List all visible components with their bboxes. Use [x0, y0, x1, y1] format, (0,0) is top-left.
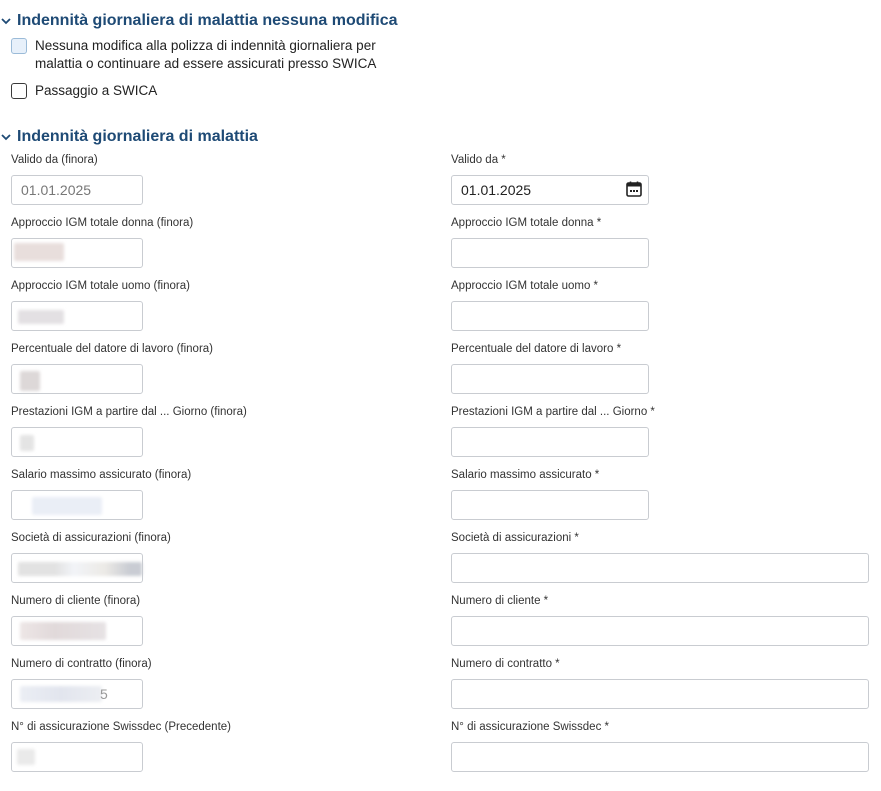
field-value: 5	[100, 686, 108, 702]
redacted-value	[20, 622, 106, 640]
no-change-option[interactable]	[11, 37, 376, 73]
field-label: Salario massimo assicurato (finora)	[11, 469, 192, 481]
calendar-icon[interactable]	[625, 180, 643, 198]
field-value: 01.01.2025	[461, 182, 532, 198]
section-header-main[interactable]	[0, 128, 258, 146]
section-title: Indennità giornaliera di malattia nessuna modifica	[17, 12, 398, 29]
field-label: Società di assicurazioni *	[451, 532, 579, 544]
field-label: Approccio IGM totale donna *	[451, 217, 602, 229]
contract-number-previous-field	[11, 679, 143, 709]
igm-men-previous-field	[11, 301, 143, 331]
igm-benefits-day-input[interactable]	[451, 427, 649, 457]
igm-women-input[interactable]	[451, 238, 649, 268]
customer-number-previous-field	[11, 616, 143, 646]
igm-benefits-day-previous-field	[11, 427, 143, 457]
redacted-value	[20, 435, 34, 451]
igm-women-previous-field	[11, 238, 143, 268]
field-label: Numero di contratto *	[451, 658, 560, 670]
insurance-company-input[interactable]	[451, 553, 869, 583]
swissdec-number-input[interactable]	[451, 742, 869, 772]
customer-number-input[interactable]	[451, 616, 869, 646]
field-label: Salario massimo assicurato *	[451, 469, 600, 481]
no-change-checkbox[interactable]	[11, 38, 27, 54]
redacted-value	[32, 497, 102, 515]
redacted-value	[20, 686, 102, 702]
field-label: Prestazioni IGM a partire dal ... Giorno (finora)	[11, 406, 247, 418]
redacted-value	[18, 310, 64, 324]
field-value: 01.01.2025	[21, 182, 92, 198]
chevron-down-icon	[0, 131, 12, 143]
insurance-company-previous-field	[11, 553, 143, 583]
section-header-no-change[interactable]	[0, 12, 398, 30]
field-label: Approccio IGM totale donna (finora)	[11, 217, 194, 229]
no-change-label: Nessuna modifica alla polizza di indennità giornaliera per malattia o continuare ad essere assicurati presso SWICA	[35, 38, 377, 71]
max-insured-salary-previous-field	[11, 490, 143, 520]
field-label: Percentuale del datore di lavoro (finora)	[11, 343, 214, 355]
field-label: N° di assicurazione Swissdec *	[451, 721, 609, 733]
swissdec-number-previous-field	[11, 742, 143, 772]
field-label: Numero di cliente *	[451, 595, 549, 607]
switch-swica-option[interactable]	[11, 82, 157, 100]
field-label: Numero di cliente (finora)	[11, 595, 141, 607]
field-label: Valido da *	[451, 154, 506, 166]
field-label: Approccio IGM totale uomo (finora)	[11, 280, 190, 292]
chevron-down-icon	[0, 15, 12, 27]
redacted-value	[14, 243, 64, 261]
valid-from-input[interactable]	[451, 175, 649, 205]
switch-swica-checkbox[interactable]	[11, 83, 27, 99]
section-title: Indennità giornaliera di malattia	[17, 128, 258, 145]
igm-men-input[interactable]	[451, 301, 649, 331]
field-label: Approccio IGM totale uomo *	[451, 280, 599, 292]
field-label: Numero di contratto (finora)	[11, 658, 152, 670]
field-label: Società di assicurazioni (finora)	[11, 532, 171, 544]
redacted-value	[20, 371, 40, 391]
redacted-value	[18, 562, 142, 576]
redacted-value	[17, 749, 35, 765]
field-label: N° di assicurazione Swissdec (Precedente)	[11, 721, 231, 733]
field-label: Percentuale del datore di lavoro *	[451, 343, 622, 355]
employer-percentage-previous-field	[11, 364, 143, 394]
valid-from-previous-field	[11, 175, 143, 205]
max-insured-salary-input[interactable]	[451, 490, 649, 520]
employer-percentage-input[interactable]	[451, 364, 649, 394]
field-label: Prestazioni IGM a partire dal ... Giorno *	[451, 406, 655, 418]
contract-number-input[interactable]	[451, 679, 869, 709]
field-label: Valido da (finora)	[11, 154, 98, 166]
switch-swica-label: Passaggio a SWICA	[35, 83, 158, 98]
